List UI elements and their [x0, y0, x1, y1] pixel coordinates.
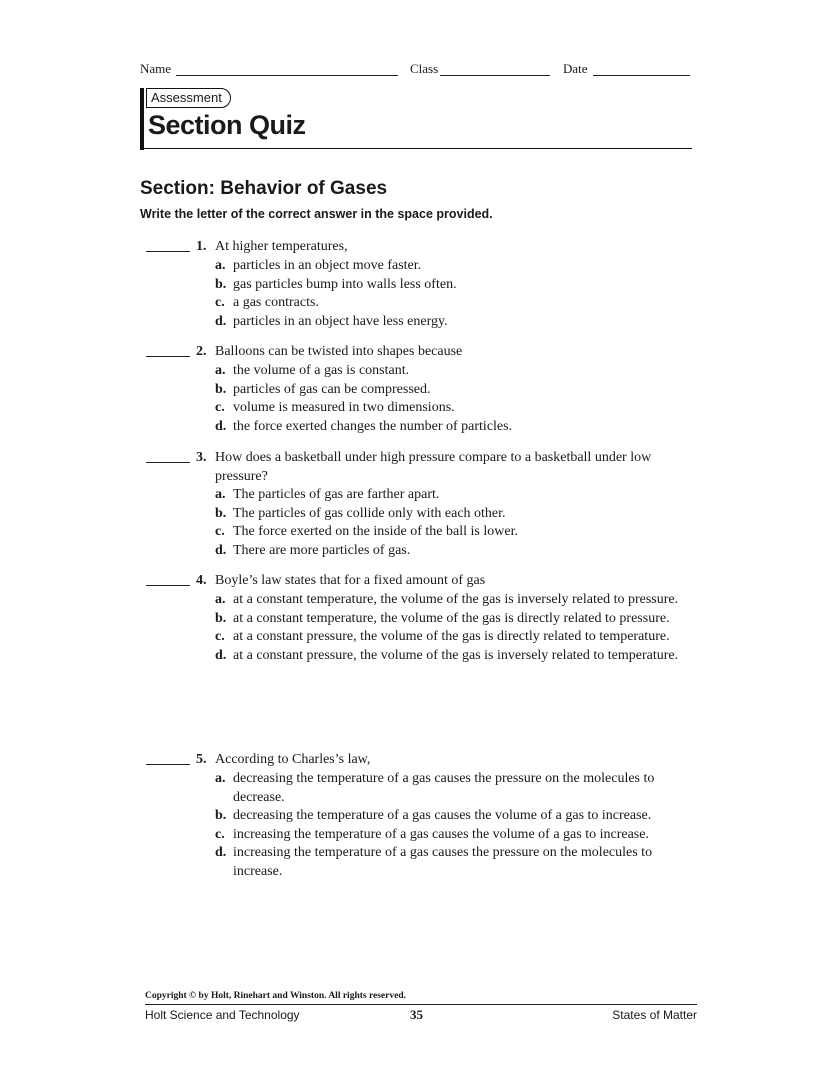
question-number: 1. — [196, 239, 207, 254]
option-letter: c. — [215, 295, 225, 310]
class-field[interactable] — [440, 75, 550, 76]
option-text: at a constant temperature, the volume of the gas is directly related to pressure. — [233, 610, 670, 626]
assessment-tag: Assessment — [146, 88, 231, 108]
answer-blank[interactable] — [146, 251, 190, 252]
answer-blank[interactable] — [146, 356, 190, 357]
option-letter: b. — [215, 505, 227, 521]
option-text: volume is measured in two dimensions. — [233, 400, 455, 415]
option-text: gas particles bump into walls less often. — [233, 276, 457, 292]
option-letter: a. — [215, 771, 226, 786]
question-stem: At higher temperatures, — [215, 239, 348, 254]
page-title: Section Quiz — [148, 110, 306, 140]
option-b — [215, 381, 695, 400]
option-letter: c. — [215, 629, 225, 644]
answer-blank[interactable] — [146, 462, 190, 463]
option-text: the force exerted changes the number of particles. — [233, 418, 513, 434]
answer-options — [215, 770, 695, 881]
option-text: The particles of gas collide only with each other. — [233, 505, 506, 521]
option-d — [215, 418, 695, 437]
option-b — [215, 276, 695, 295]
option-letter: a. — [215, 258, 226, 273]
option-text: particles of gas can be compressed. — [233, 381, 431, 397]
option-text: The particles of gas are farther apart. — [233, 487, 440, 502]
option-d — [215, 647, 695, 666]
option-c — [215, 523, 695, 542]
option-letter: b. — [215, 381, 227, 397]
page-number: 35 — [410, 1007, 423, 1022]
option-letter: d. — [215, 845, 227, 860]
option-b — [215, 505, 695, 524]
option-text: increasing the temperature of a gas causes the volume of a gas to increase. — [233, 826, 649, 842]
option-text: There are more particles of gas. — [233, 542, 411, 558]
option-text: a gas contracts. — [233, 295, 319, 310]
footer-rule — [145, 1004, 697, 1005]
option-letter: c. — [215, 400, 225, 415]
question-number: 4. — [196, 573, 207, 588]
name-field[interactable] — [176, 75, 398, 76]
option-b — [215, 610, 695, 629]
answer-options — [215, 591, 695, 665]
option-text: particles in an object have less energy. — [233, 313, 448, 329]
option-text: at a constant temperature, the volume of the gas is inversely related to pressure. — [233, 592, 679, 607]
option-letter: b. — [215, 610, 227, 626]
question-number: 2. — [196, 344, 207, 359]
option-a — [215, 257, 695, 276]
question-stem: Balloons can be twisted into shapes because — [215, 344, 463, 359]
option-letter: d. — [215, 313, 227, 329]
option-text: The force exerted on the inside of the ball is lower. — [233, 524, 518, 539]
option-letter: a. — [215, 487, 226, 502]
option-a — [215, 486, 695, 505]
option-text: decreasing the temperature of a gas causes the volume of a gas to increase. — [233, 808, 652, 823]
question-stem: According to Charles’s law, — [215, 752, 371, 767]
option-b — [215, 807, 695, 826]
option-letter: d. — [215, 418, 227, 434]
option-text: at a constant pressure, the volume of the gas is directly related to temperature. — [233, 629, 670, 644]
option-d — [215, 313, 695, 332]
copyright-notice: Copyright © by Holt, Rinehart and Winston. All rights reserved. — [145, 991, 406, 1001]
question-stem: How does a basketball under high pressure compare to a basketball under low pressure? — [215, 450, 652, 484]
instructions: Write the letter of the correct answer in the space provided. — [140, 207, 493, 221]
option-letter: a. — [215, 363, 226, 378]
option-letter: c. — [215, 524, 225, 539]
section-heading: Section: Behavior of Gases — [140, 178, 388, 199]
option-c — [215, 628, 695, 647]
option-a — [215, 591, 695, 610]
option-a — [215, 770, 695, 807]
option-letter: c. — [215, 826, 225, 842]
option-letter: d. — [215, 647, 227, 663]
student-info-header — [140, 61, 692, 79]
option-letter: b. — [215, 276, 227, 292]
name-label: Name — [140, 61, 172, 76]
option-letter: d. — [215, 542, 227, 558]
date-field[interactable] — [593, 75, 690, 76]
answer-blank[interactable] — [146, 764, 190, 765]
option-text: at a constant pressure, the volume of the gas is inversely related to temperature. — [233, 647, 679, 663]
class-label: Class — [410, 61, 439, 76]
option-d — [215, 542, 695, 561]
answer-options — [215, 486, 695, 560]
footer-book-title: Holt Science and Technology — [145, 1008, 300, 1022]
option-text: decreasing the temperature of a gas causes the pressure on the molecules to decrease. — [233, 771, 655, 805]
question-number: 5. — [196, 752, 207, 767]
question-stem: Boyle’s law states that for a fixed amount of gas — [215, 573, 486, 588]
option-letter: b. — [215, 808, 227, 823]
option-c — [215, 826, 695, 845]
title-accent-bar — [140, 88, 144, 150]
option-letter: a. — [215, 592, 226, 607]
option-a — [215, 362, 695, 381]
option-d — [215, 844, 695, 881]
title-rule — [140, 148, 692, 149]
answer-blank[interactable] — [146, 585, 190, 586]
date-label: Date — [563, 61, 588, 76]
answer-options — [215, 257, 695, 331]
option-c — [215, 294, 695, 313]
option-text: particles in an object move faster. — [233, 258, 422, 273]
option-text: the volume of a gas is constant. — [233, 363, 410, 378]
option-c — [215, 399, 695, 418]
footer-chapter: States of Matter — [612, 1008, 697, 1022]
answer-options — [215, 362, 695, 436]
option-text: increasing the temperature of a gas causes the pressure on the molecules to increase. — [233, 845, 653, 879]
question-number: 3. — [196, 450, 207, 465]
